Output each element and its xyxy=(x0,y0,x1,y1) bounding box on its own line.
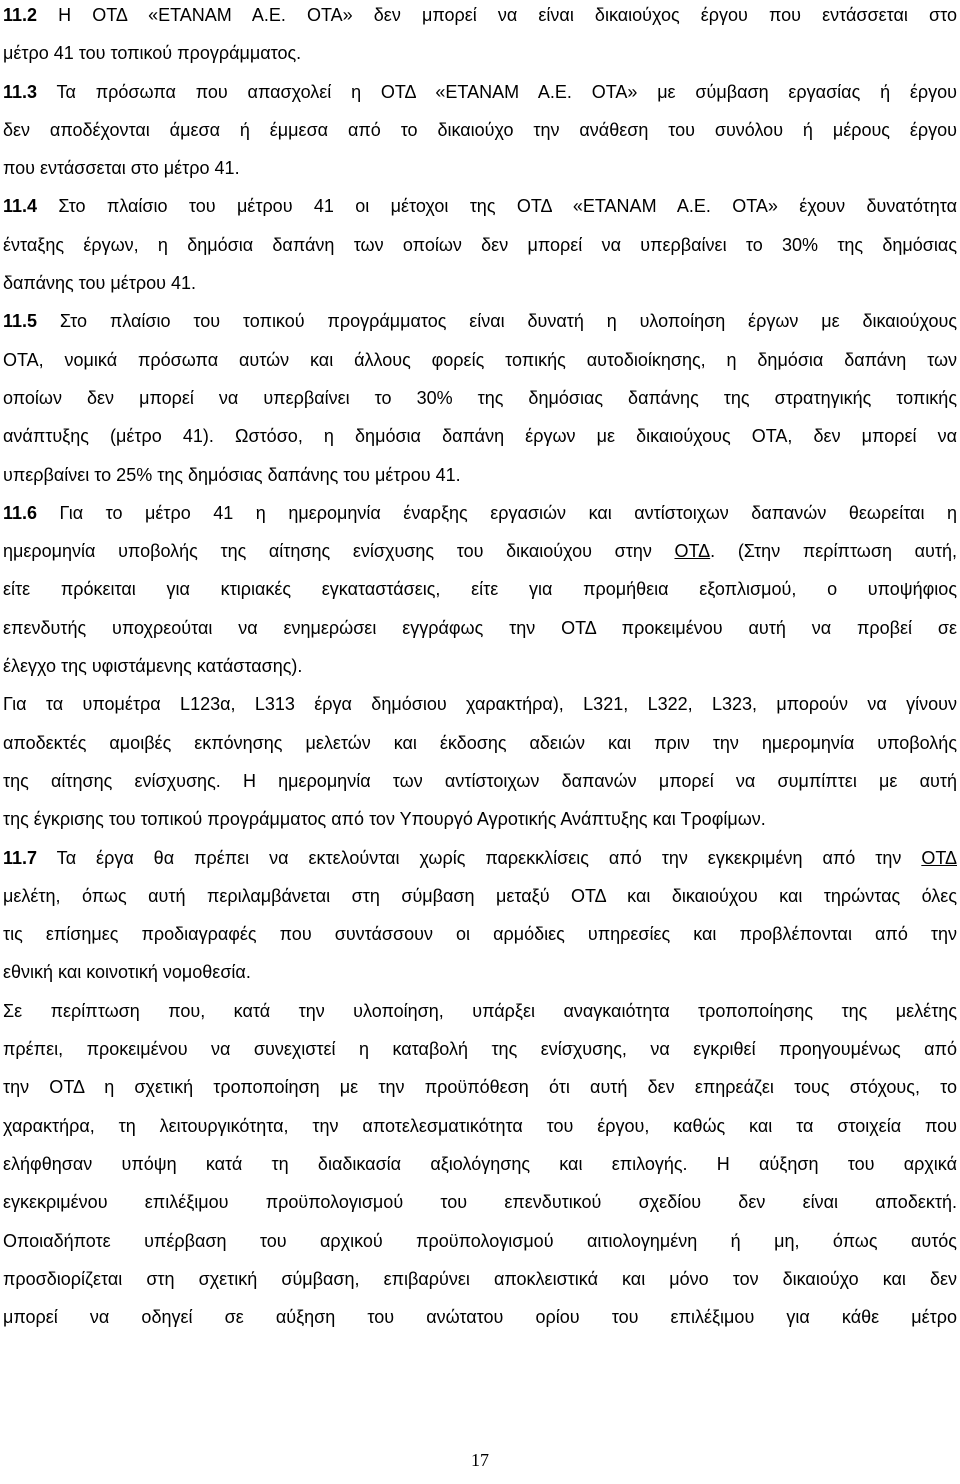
line-text: χαρακτήρα, τη λειτουργικότητα, την αποτελεσματικότητα του έργου, καθώς και τα στοιχεία που xyxy=(3,1115,957,1136)
line-text: Στο πλαίσιο του τοπικού προγράμματος είναι δυνατή η υλοποίηση έργων με δικαιούχους xyxy=(37,311,957,332)
text-line xyxy=(0,456,960,494)
section-number: 11.2 xyxy=(3,5,38,25)
line-text: μπορεί να οδηγεί σε αύξηση του ανώτατου ορίου του επιλέξιμου για κάθε μέτρο xyxy=(3,1307,957,1328)
text-line xyxy=(0,1107,960,1145)
text-line xyxy=(0,839,960,877)
text-line xyxy=(0,1298,960,1336)
line-text: Για τα υπομέτρα L123α, L313 έργα δημόσιου χαρακτήρα), L321, L322, L323, μπορούν να γίνουν xyxy=(3,694,957,715)
text-line xyxy=(0,1030,960,1068)
section-number: 11.3 xyxy=(3,81,38,102)
text-line xyxy=(0,111,960,149)
text-line xyxy=(0,877,960,915)
line-text: προσδιορίζεται στη σχετική σύμβαση, επιβαρύνει αποκλειστικά και μόνο τον δικαιούχο και δεν xyxy=(3,1268,957,1289)
section-number: 11.6 xyxy=(3,502,38,523)
text-line xyxy=(0,341,960,379)
text-line xyxy=(0,953,960,991)
underlined-text: ΟΤΔ xyxy=(674,541,711,562)
text-line xyxy=(0,647,960,685)
line-text: εθνική και κοινοτική νομοθεσία. xyxy=(3,962,251,983)
text-line xyxy=(0,570,960,608)
line-text: ΟΤΑ, νομικά πρόσωπα αυτών και άλλους φορείς τοπικής αυτοδιοίκησης, η δημόσια δαπάνη των xyxy=(3,349,957,370)
text-line xyxy=(0,494,960,532)
line-text: ένταξης έργων, η δημόσια δαπάνη των οποίων δεν μπορεί να υπερβαίνει το 30% της δημόσιας xyxy=(3,234,957,255)
text-line xyxy=(0,685,960,723)
text-line xyxy=(0,532,960,570)
text-line xyxy=(0,724,960,762)
text-line xyxy=(0,0,960,34)
line-text: επενδυτής υποχρεούται να ενημερώσει εγγράφως την ΟΤΔ προκειμένου αυτή να προβεί σε xyxy=(3,617,957,638)
text-line xyxy=(0,800,960,838)
text-line xyxy=(0,1222,960,1260)
line-text: έλεγχο της υφιστάμενης κατάστασης). xyxy=(3,656,303,677)
text-line xyxy=(0,915,960,953)
line-text: Για το μέτρο 41 η ημερομηνία έναρξης εργασιών και αντίστοιχων δαπανών θεωρείται η xyxy=(37,502,957,523)
line-text-after: . (Στην περίπτωση αυτή, xyxy=(710,541,957,562)
line-text: ελήφθησαν υπόψη κατά τη διαδικασία αξιολόγησης και επιλογής. Η αύξηση του αρχικά xyxy=(3,1153,957,1174)
line-text: Σε περίπτωση που, κατά την υλοποίηση, υπάρξει αναγκαιότητα τροποποίησης της μελέτης xyxy=(3,1000,957,1021)
line-text: Τα έργα θα πρέπει να εκτελούνται χωρίς παρεκκλίσεις από την εγκεκριμένη από την xyxy=(37,847,922,868)
underlined-text: ΟΤΔ xyxy=(921,847,957,868)
line-text: Τα πρόσωπα που απασχολεί η ΟΤΔ «ΕΤΑΝΑΜ Α.Ε. ΟΤΑ» με σύμβαση εργασίας ή έργου xyxy=(37,81,957,102)
line-text: είτε πρόκειται για κτιριακές εγκαταστάσεις, είτε για προμήθεια εξοπλισμού, ο υποψήφιος xyxy=(3,579,957,600)
line-text: δαπάνης του μέτρου 41. xyxy=(3,273,197,294)
line-text: εγκεκριμένου επιλέξιμου προϋπολογισμού του επενδυτικού σχεδίου δεν είναι αποδεκτή. xyxy=(3,1192,957,1213)
text-line xyxy=(0,992,960,1030)
text-line xyxy=(0,187,960,225)
section-number: 11.4 xyxy=(3,196,38,217)
text-line xyxy=(0,609,960,647)
text-line xyxy=(0,226,960,264)
section-number: 11.7 xyxy=(3,847,38,868)
line-text: δεν αποδέχονται άμεσα ή έμμεσα από το δικαιούχο την ανάθεση του συνόλου ή μέρους έργου xyxy=(3,119,957,140)
line-text: Οποιαδήποτε υπέρβαση του αρχικού προϋπολογισμού αιτιολογημένη ή μη, όπως αυτός xyxy=(3,1230,957,1251)
line-text: Στο πλαίσιο του μέτρου 41 οι μέτοχοι της ΟΤΔ «ΕΤΑΝΑΜ Α.Ε. ΟΤΑ» έχουν δυνατότητα xyxy=(37,196,957,217)
line-text: μέτρο 41 του τοπικού προγράμματος. xyxy=(3,43,302,64)
text-line xyxy=(0,1183,960,1221)
line-text: αποδεκτές αμοιβές εκπόνησης μελετών και έκδοσης αδειών και πριν την ημερομηνία υποβολής xyxy=(3,732,957,753)
line-text: Η ΟΤΔ «ΕΤΑΝΑΜ Α.Ε. ΟΤΑ» δεν μπορεί να είναι δικαιούχος έργου που εντάσσεται στο xyxy=(37,5,957,25)
line-text: τις επίσημες προδιαγραφές που συντάσσουν οι αρμόδιες υπηρεσίες και προβλέπονται από την xyxy=(3,924,957,945)
line-text: οποίων δεν μπορεί να υπερβαίνει το 30% της δημόσιας δαπάνης της στρατηγικής τοπικής xyxy=(3,387,957,408)
line-text: μελέτη, όπως αυτή περιλαμβάνεται στη σύμβαση μεταξύ ΟΤΔ και δικαιούχου και τηρώντας όλες xyxy=(3,885,957,906)
line-text: ημερομηνία υποβολής της αίτησης ενίσχυσης του δικαιούχου στην xyxy=(3,541,675,562)
text-line xyxy=(0,379,960,417)
line-text: που εντάσσεται στο μέτρο 41. xyxy=(3,158,240,179)
text-line xyxy=(0,302,960,340)
section-number: 11.5 xyxy=(3,311,38,332)
text-line xyxy=(0,1068,960,1106)
text-line xyxy=(0,264,960,302)
text-line xyxy=(0,73,960,111)
text-line xyxy=(0,34,960,72)
text-line xyxy=(0,1260,960,1298)
line-text: την ΟΤΔ η σχετική τροποποίηση με την προϋπόθεση ότι αυτή δεν επηρεάζει τους στόχους, το xyxy=(3,1077,957,1098)
text-line xyxy=(0,417,960,455)
text-line xyxy=(0,149,960,187)
line-text: υπερβαίνει το 25% της δημόσιας δαπάνης του μέτρου 41. xyxy=(3,464,461,485)
page-number: 17 xyxy=(471,1450,489,1470)
line-text: της αίτησης ενίσχυσης. Η ημερομηνία των αντίστοιχων δαπανών μπορεί να συμπίπτει με αυτή xyxy=(3,770,957,791)
text-line xyxy=(0,762,960,800)
line-text: πρέπει, προκειμένου να συνεχιστεί η καταβολή της ενίσχυσης, να εγκριθεί προηγουμένως από xyxy=(3,1039,957,1060)
text-line xyxy=(0,1145,960,1183)
line-text: της έγκρισης του τοπικού προγράμματος από τον Υπουργό Αγροτικής Ανάπτυξης και Τροφίμων. xyxy=(3,809,766,830)
line-text: ανάπτυξης (μέτρο 41). Ωστόσο, η δημόσια δαπάνη έργων με δικαιούχους ΟΤΑ, δεν μπορεί να xyxy=(3,426,957,447)
